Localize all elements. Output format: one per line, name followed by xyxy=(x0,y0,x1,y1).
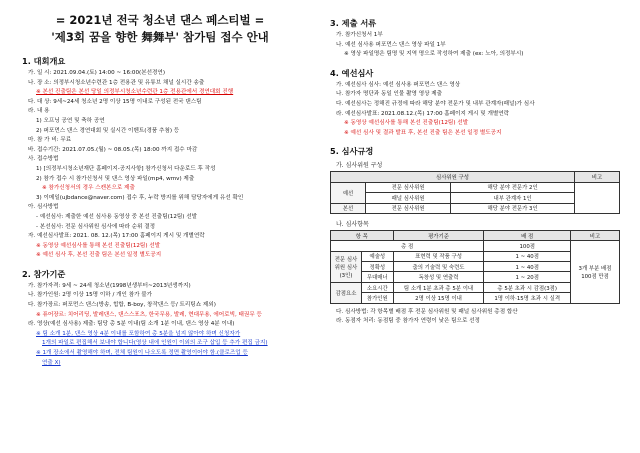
overview-method: 사. 접수방법 xyxy=(28,156,59,163)
judges-subheading: 가. 심사위원 구성 xyxy=(336,162,383,170)
section-2-heading: 2. 참가기준 xyxy=(22,268,66,279)
criteria-note: 3개 부분 배점 100점 만점 xyxy=(571,241,620,303)
criteria-genre-note: ※ 퓨어장르: 치어리딩, 발레댄스, 댄스스포츠, 한국무용, 발레, 현대무용, 에어로빅, 태권무 등 xyxy=(36,311,262,318)
criteria-total-label: 총 점 xyxy=(331,241,484,251)
section-3-heading: 3. 제출 서류 xyxy=(330,18,377,28)
criteria-total-value: 100점 xyxy=(484,241,571,251)
criteria-header-item: 항 목 xyxy=(331,230,394,240)
overview-period: 바. 접수기간: 2021.07.05.(월) ~ 08.05.(목) 18:00 까지 접수 마감 xyxy=(28,146,198,153)
overview-content: 라. 내 용 xyxy=(28,108,50,115)
overview-fee: 마. 참 가 비: 무료 xyxy=(28,137,72,144)
prelim-note-2: ※ 예선 심사 및 결과 발표 후, 본선 진출 팀은 본선 일정 별도공지 xyxy=(344,129,502,136)
video-note-2b: 연출 X) xyxy=(42,359,61,366)
section-1-heading: 1. 대회개요 xyxy=(22,56,66,66)
prelim-4: 라. 예선심사발표: 2021.08.12.(목) 17:00 홈페이지 게시 및 개별연락 xyxy=(336,110,510,117)
prelim-2: 나. 참가자 명단과 동일 인물 촬영 영상 제출 xyxy=(336,91,443,98)
judges-desc: 해당 분야 전문가 2인 xyxy=(451,182,575,192)
criteria-item: 예술성 xyxy=(362,251,394,261)
judging-final: - 본선심사: 전문 심사위원 심사에 따라 순위 결정 xyxy=(36,223,156,230)
judges-role: 전문 심사위원 xyxy=(366,182,451,192)
docs-2: 나. 예선 심사용 퍼포먼스 댄스 영상 파일 1부 xyxy=(336,41,446,48)
criteria-criterion: 독창성 및 연출력 xyxy=(393,272,484,282)
right-column xyxy=(330,14,626,327)
criteria-group-judges: 전문 심사위원 심사 (3인) xyxy=(331,251,362,282)
prelim-note-1: ※ 동영상 예선심사를 통해 본선 진출팀(12팀) 선발 xyxy=(344,120,469,127)
method-2: 2) 참가 접수 시 참가신청서 및 댄스 영상 파일(mp4, wmv) 제출 xyxy=(36,175,195,182)
criteria-score: 1 ~ 40점 xyxy=(484,262,571,272)
criteria-score: 총 5분 초과 시 감점(3점) xyxy=(484,282,571,292)
criteria-criterion: 2명 이상 15명 이내 xyxy=(393,293,484,303)
overview-date: 가. 일 시: 2021.09.04.(토) 14:00 ~ 16:00(본선경연) xyxy=(28,70,166,76)
docs-1: 가. 참가신청서 1부 xyxy=(336,32,383,38)
overview-content-1: 1) 오프닝 공연 및 축하 공연 xyxy=(36,117,105,124)
overview-target: 다. 대 상: 9세~24세 청소년 2명 이상 15명 이내로 구성된 전국 댄스팀 xyxy=(28,98,202,105)
criteria-table xyxy=(330,230,620,304)
announce-note-1: ※ 동영상 예선심사를 통해 본선 진출팀(12팀) 선발 xyxy=(36,242,161,249)
criteria-header-score: 배 점 xyxy=(484,230,571,240)
judges-desc: 해당 분야 전문가 3인 xyxy=(451,203,575,213)
judges-stage-final: 본선 xyxy=(331,203,366,213)
left-column xyxy=(22,52,318,368)
criteria-score: 1 ~ 40점 xyxy=(484,251,571,261)
video-note-1b: 1개의 파일로 편집해서 보내야 합니다(영상 내에 인원이 이외의 조구 삽입 등 추가 편집 금지) xyxy=(42,340,268,347)
method-1: 1) [의정부시청소년재단 홈페이지-공지사항] 참가신청서 다운로드 후 작성 xyxy=(36,165,216,172)
prelim-3: 다. 예선심사는 정해진 규정에 따라 해당 분야 전문가 및 내부 관계자(패널)가 심사 xyxy=(336,100,535,107)
judges-table xyxy=(330,171,620,214)
judging-prelim: - 예선심사: 제출한 예선 심사용 동영상 중 본선 진출팀(12팀) 선발 xyxy=(36,213,198,220)
judging-method: 다. 심사방법: 각 항목별 배점 후 전문 심사위원 및 패널 심사위원 총점 합산 xyxy=(336,308,518,315)
document-title xyxy=(0,12,320,46)
criteria-score: 1명 이하·15명 초과 시 실격 xyxy=(484,293,571,303)
title-line-1: = 2021년 전국 청소년 댄스 페스티벌 = xyxy=(55,13,265,27)
criteria-age: 가. 참가자격: 9세 ~ 24세 청소년(1998년생부터~2013년생까지) xyxy=(28,282,191,289)
section-5-heading: 5. 심사규정 xyxy=(330,146,374,157)
judges-role: 패널 심사위원 xyxy=(366,193,451,203)
judges-note-cell xyxy=(575,182,620,213)
section-4-heading: 4. 예선심사 xyxy=(330,67,374,78)
docs-note: ※ 영상 파일명은 팀명 및 지역 명으로 작성하여 제출 (ex: 노아, 의정부시) xyxy=(344,51,524,58)
overview-venue: 나. 장 소: 의정부시청소년수련관 1층 전용관 및 유튜브 채널 실시간 송출 xyxy=(28,79,205,86)
overview-announce: 자. 예선심사발표: 2021. 08. 12.(목) 17:00 홈페이지 게시 및 개별연락 xyxy=(28,233,205,240)
prelim-1: 가. 예선심사 심사: 예선 심사용 퍼포먼스 댄스 영상 xyxy=(336,81,461,88)
judges-desc: 내부 관계자 1인 xyxy=(451,193,575,203)
announce-note-2: ※ 예선 심사 후, 본선 진출 팀은 본선 일정 별도공지 xyxy=(36,252,162,259)
criteria-members: 나. 참가인원: 2명 이상 15명 이하 / 개인 참가 불가 xyxy=(28,292,153,299)
criteria-header-criterion: 평가기준 xyxy=(393,230,484,240)
criteria-genre: 다. 참가장르: 퍼포먼스 댄스(방송, 힙합, B-boy, 창작댄스 등/ 트리팅쇼 제외) xyxy=(28,302,216,309)
criteria-score: 1 ~ 20점 xyxy=(484,272,571,282)
criteria-group-penalty: 감점요소 xyxy=(331,282,362,303)
criteria-criterion: 춤의 기술력 및 숙련도 xyxy=(393,262,484,272)
criteria-video: 라. 영상(예선 심사용) 제출: 팀당 총 5분 이내(팀 소개 1분 이내, 댄스 영상 4분 이내) xyxy=(28,321,235,328)
overview-venue-note: ※ 본선 진출팀은 본선 당일 의정부시청소년수련관 1층 전용관에서 경연대회 진행 xyxy=(36,89,234,96)
method-2-note: ※ 참가신청서의 경우 스캔본으로 제출 xyxy=(42,185,135,192)
criteria-criterion: 표현력 및 작품 구성 xyxy=(393,251,484,261)
judges-note-header: 비고 xyxy=(575,172,620,182)
overview-judging: 아. 심사방법 xyxy=(28,204,59,211)
title-line-2: '제3회 꿈을 향한 舞舞부' 참가팀 접수 안내 xyxy=(51,30,269,44)
method-3: 3) 이메일(ujbdance@naver.com) 접수 후, 누락 방지를 위해 담당자에게 유선 확인 xyxy=(36,194,244,201)
judges-header: 심사위원 구성 xyxy=(331,172,575,182)
video-note-2a: ※ 1개 장소에서 촬영해야 하며, 전체 팀원이 나오도록 정면 촬영이어야 함.(클로즈업 등 xyxy=(36,350,248,357)
criteria-subheading: 나. 심사항목 xyxy=(336,220,369,228)
tiebreak-rule: 라. 동점자 처리: 동점팀 중 참가자 연령이 낮은 팀으로 선정 xyxy=(336,318,480,325)
criteria-header-note: 비고 xyxy=(571,230,620,240)
video-note-1a: ※ 팀 소개 1분, 댄스 영상 4분 이내를 포함하여 총 5분을 넘지 않아야 하며 신청자가 xyxy=(36,330,241,337)
criteria-item: 정확성 xyxy=(362,262,394,272)
criteria-item: 무대매너 xyxy=(362,272,394,282)
judges-stage-prelim: 예선 xyxy=(331,182,366,203)
criteria-criterion: 팀 소개 1분 초과 총 5분 이내 xyxy=(393,282,484,292)
criteria-item: 소요시간 xyxy=(362,282,394,292)
criteria-item: 참가인원 xyxy=(362,293,394,303)
judges-role: 전문 심사위원 xyxy=(366,203,451,213)
overview-content-2: 2) 퍼포먼스 댄스 경연대회 및 실시간 이벤트(경품 추첨) 등 xyxy=(36,127,180,134)
